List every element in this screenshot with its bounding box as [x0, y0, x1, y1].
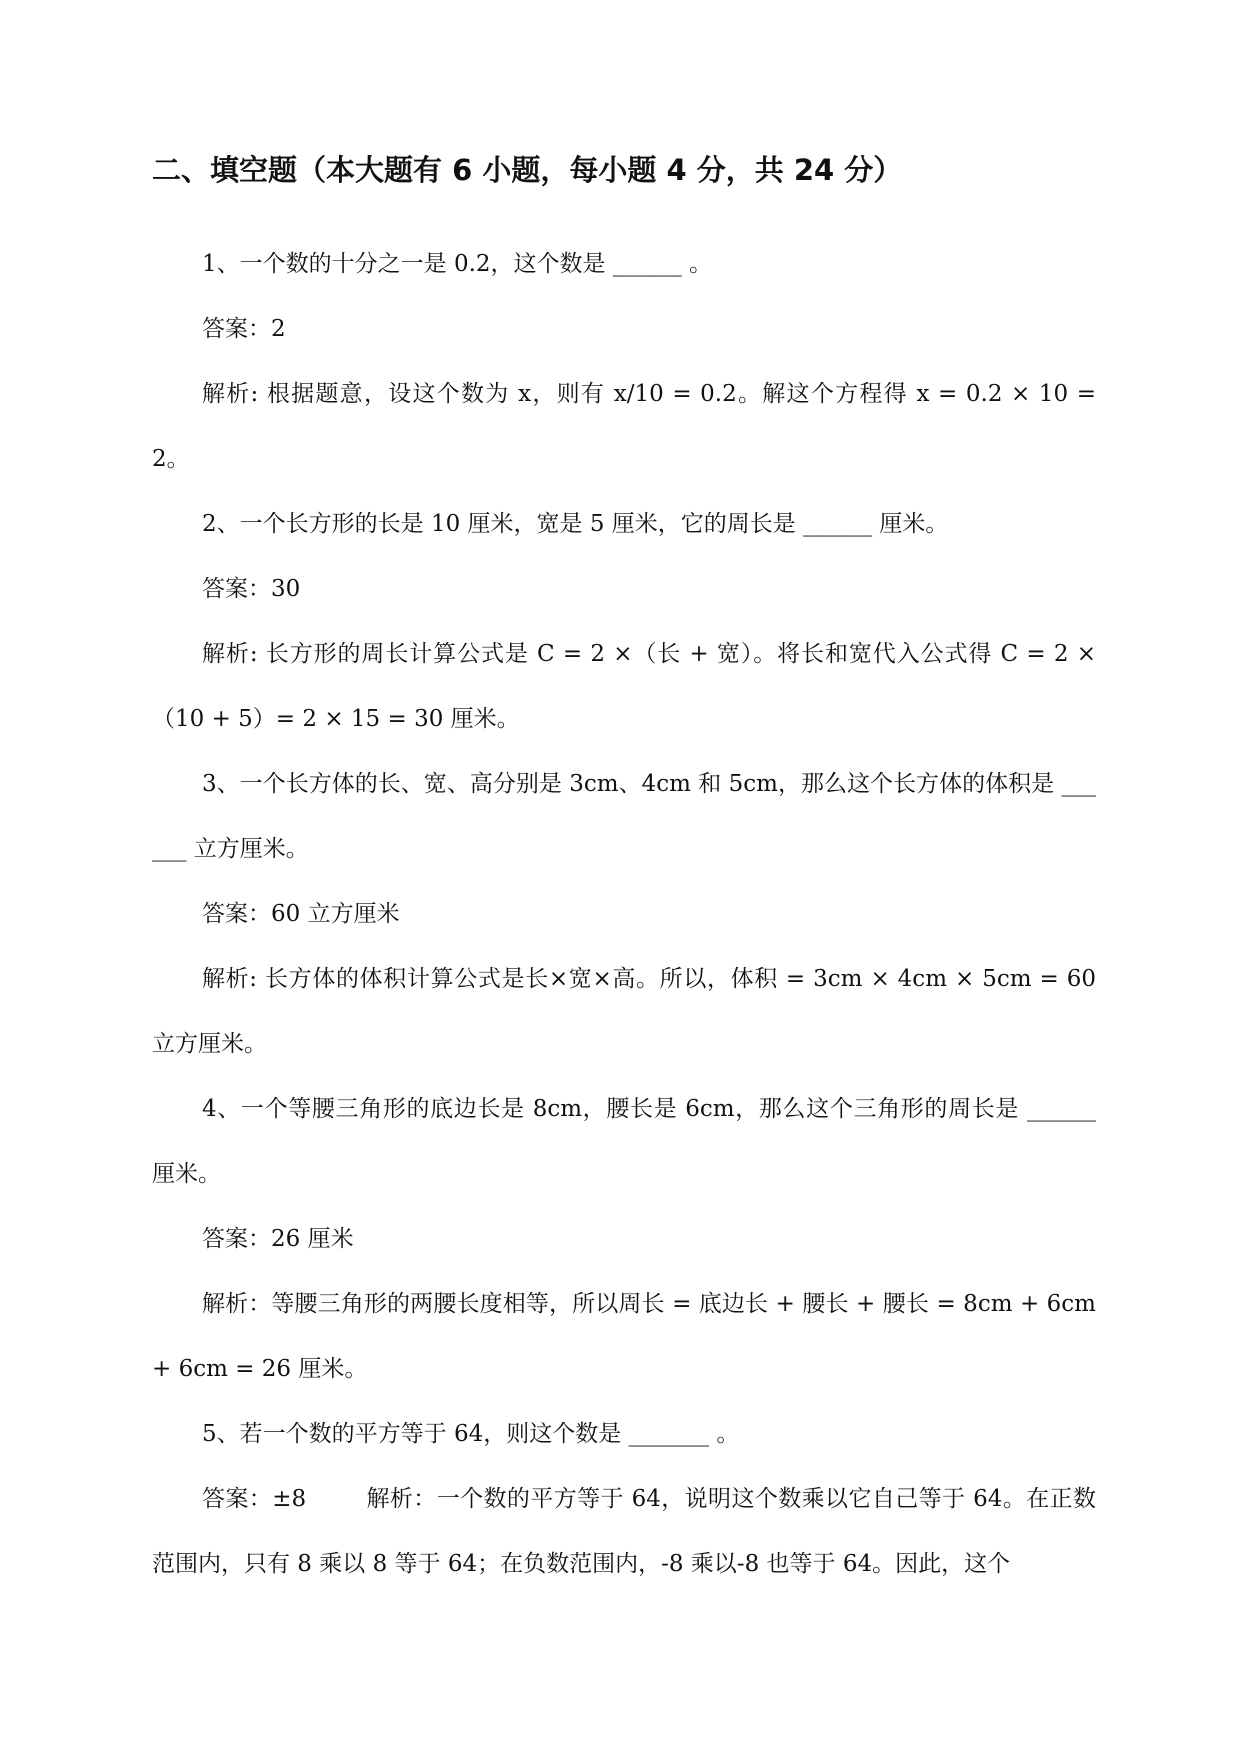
section-title: 二、填空题（本大题有 6 小题，每小题 4 分，共 24 分） — [152, 153, 903, 187]
question-1-analysis: 解析: 根据题意，设这个数为 x，则有 x/10 = 0.2。解这个方程得 x = 0.2 × 10 = 2。 — [152, 381, 1096, 472]
question-3-analysis: 解析: 长方体的体积计算公式是长×宽×高。所以，体积 = 3cm × 4cm × 5cm = 60 立方厘米。 — [152, 966, 1096, 1057]
question-1-text: 1、一个数的十分之一是 0.2，这个数是 ______ 。 — [202, 251, 713, 277]
question-2-answer: 答案：30 — [202, 576, 301, 602]
question-1-answer: 答案：2 — [202, 316, 286, 342]
question-list — [152, 232, 1096, 1597]
question-4-analysis: 解析：等腰三角形的两腰长度相等，所以周长 = 底边长 + 腰长 + 腰长 = 8cm + 6cm + 6cm = 26 厘米。 — [152, 1291, 1096, 1382]
question-3-text: 3、一个长方体的长、宽、高分别是 3cm、4cm 和 5cm，那么这个长方体的体积是 ______ 立方厘米。 — [152, 771, 1096, 862]
question-5-analysis: 解析：一个数的平方等于 64，说明这个数乘以它自己等于 64。在正数范围内，只有 8 乘以 8 等于 64；在负数范围内，-8 乘以-8 也等于 64。因此，这个 — [152, 1486, 1097, 1577]
question-4-answer: 答案：26 厘米 — [202, 1226, 354, 1252]
question-2-analysis: 解析: 长方形的周长计算公式是 C = 2 ×（长 + 宽）。将长和宽代入公式得 C = 2 ×（10 + 5）= 2 × 15 = 30 厘米。 — [152, 641, 1096, 732]
question-2-text: 2、一个长方形的长是 10 厘米，宽是 5 厘米，它的周长是 ______ 厘米。 — [202, 511, 949, 537]
question-3-answer: 答案：60 立方厘米 — [202, 901, 400, 927]
question-5-answer-analysis — [152, 1467, 1096, 1597]
question-5-answer: 答案：±8 — [202, 1486, 307, 1512]
question-5-text: 5、若一个数的平方等于 64，则这个数是 _______ 。 — [202, 1421, 740, 1447]
question-4-text: 4、一个等腰三角形的底边长是 8cm，腰长是 6cm，那么这个三角形的周长是 ______ 厘米。 — [152, 1096, 1096, 1187]
